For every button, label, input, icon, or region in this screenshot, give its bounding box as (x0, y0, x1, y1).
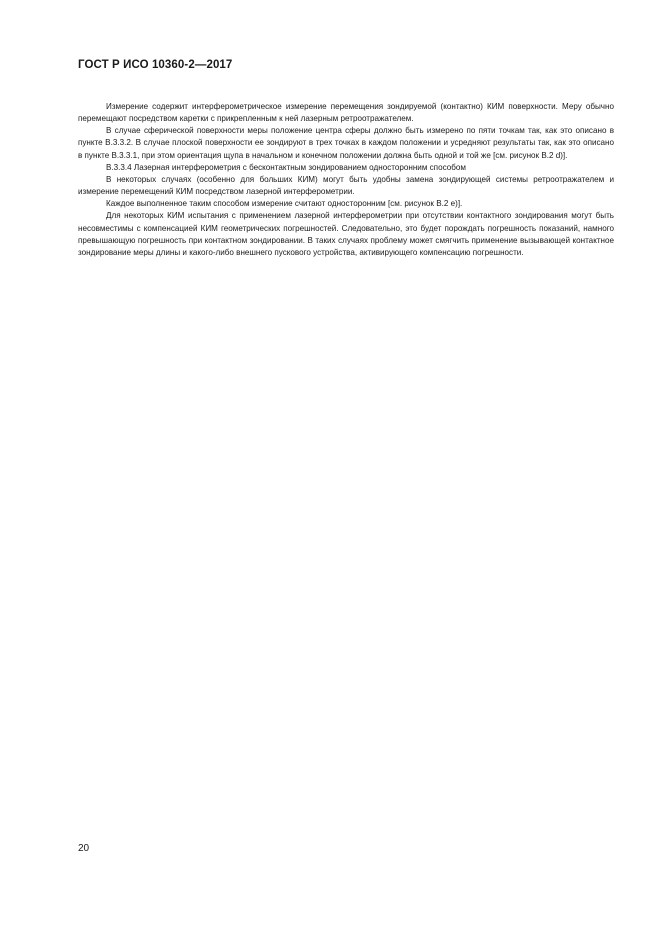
paragraph-measurement-description: Измерение содержит интерферометрическое измерение перемещения зондируемой (контактно) КИМ поверхности. Меру обычно перемещают посредством каретки с прикрепленным к ней лазерным ретроотражателем. (78, 102, 614, 124)
page-header-standard-title: ГОСТ Р ИСО 10360-2—2017 (78, 59, 233, 71)
paragraph-retroreflector-replacement: В некоторых случаях (особенно для больших КИМ) могут быть удобны замена зондирующей системы ретроотражателем и измерение перемещений КИМ посредством лазерной интерферометрии. (78, 174, 614, 197)
paragraph-one-sided-measurement: Каждое выполненное таким способом измерение считают односторонним [см. рисунок B.2 e)]. (106, 199, 463, 209)
page-number: 20 (78, 843, 90, 854)
body-text (78, 101, 614, 259)
paragraph-compensation-issue: Для некоторых КИМ испытания с применением лазерной интерферометрии при отсутствии контактного зондирования могут быть несовместимы с компенсацией КИМ геометрических погрешностей. Следовательно, это будет порождать погрешность показаний, намного превышающую погрешность при контактном зондировании. В таких случаях проблему может смягчить применение вызывающей контактное зондирование меры длины и какого-либо внешнего пускового устройства, активирующего компенсацию погрешности. (78, 211, 614, 257)
section-heading-b334: B.3.3.4 Лазерная интерферометрия с бесконтактным зондированием односторонним способом (106, 162, 466, 172)
paragraph-spherical-surface: В случае сферической поверхности меры положение центра сферы должно быть измерено по пяти точкам так, как это описано в пункте B.3.3.2. В случае плоской поверхности ее зондируют в трех точках в каждом положении и усредняют результаты так, как это описано в пункте B.3.3.1, при этом ориентация щупа в начальном и конечном положении должна быть одной и той же [см. рисунок B.2 d)]. (78, 126, 614, 160)
